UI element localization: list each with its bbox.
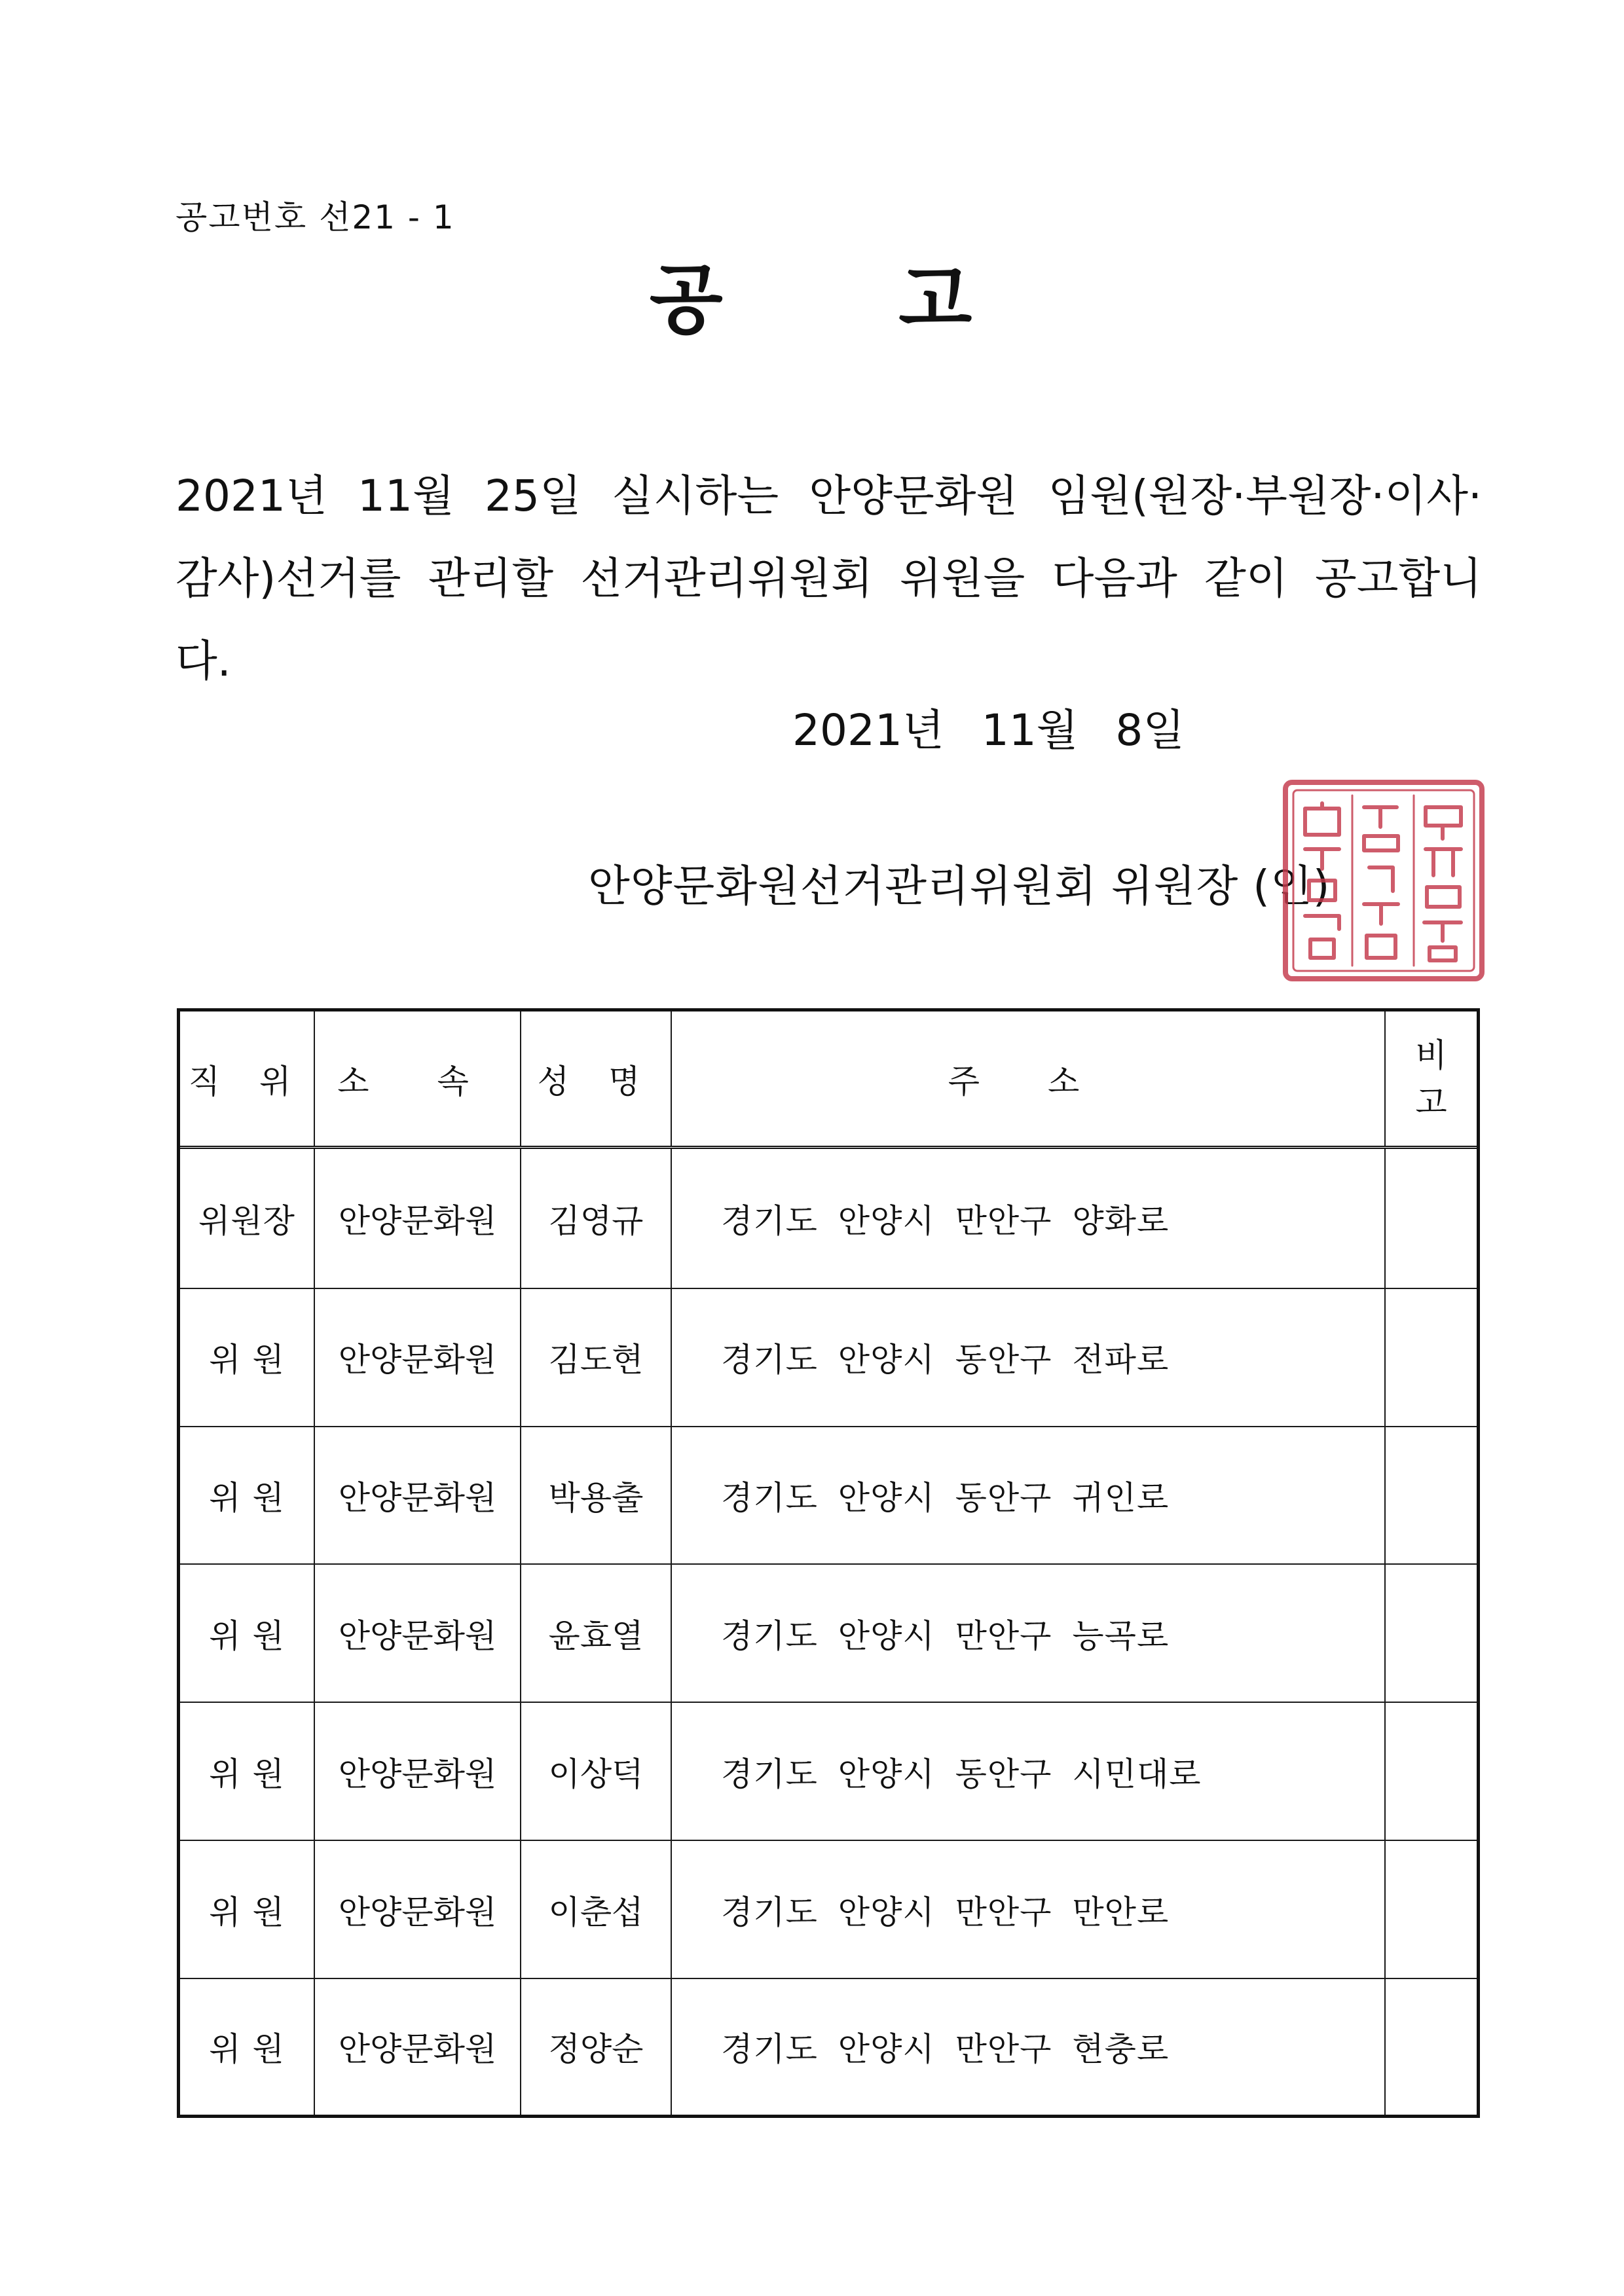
official-seal-stamp [1279, 776, 1488, 985]
cell-note [1385, 1148, 1477, 1288]
notice-number: 공고번호 선21 - 1 [175, 198, 455, 236]
cell-address: 경기도 안양시 만안구 양화로 [671, 1148, 1385, 1288]
table-row [180, 1840, 1477, 1978]
cell-position: 위원장 [180, 1148, 314, 1288]
cell-address: 경기도 안양시 동안구 시민대로 [671, 1702, 1385, 1840]
cell-address: 경기도 안양시 만안구 만안로 [671, 1840, 1385, 1978]
cell-affiliation: 안양문화원 [314, 1702, 521, 1840]
header-affiliation: 소 속 [314, 1011, 521, 1148]
cell-position: 위 원 [180, 1564, 314, 1702]
cell-note [1385, 1840, 1477, 1978]
notice-date: 2021년 11월 8일 [792, 705, 1185, 756]
header-note-line1: 비 [1415, 1036, 1447, 1074]
header-position: 직 위 [180, 1011, 314, 1148]
table-row [180, 1564, 1477, 1702]
cell-address: 경기도 안양시 동안구 귀인로 [671, 1427, 1385, 1565]
cell-name: 박용출 [521, 1427, 671, 1565]
cell-name: 김도현 [521, 1288, 671, 1427]
cell-note [1385, 1427, 1477, 1565]
table-row [180, 1427, 1477, 1565]
cell-name: 윤효열 [521, 1564, 671, 1702]
cell-position: 위 원 [180, 1840, 314, 1978]
header-name: 성 명 [521, 1011, 671, 1148]
table-row [180, 1288, 1477, 1427]
cell-affiliation: 안양문화원 [314, 1427, 521, 1565]
cell-name: 김영규 [521, 1148, 671, 1288]
cell-affiliation: 안양문화원 [314, 1840, 521, 1978]
cell-affiliation: 안양문화원 [314, 1978, 521, 2115]
cell-affiliation: 안양문화원 [314, 1148, 521, 1288]
cell-name: 이상덕 [521, 1702, 671, 1840]
header-address: 주 소 [671, 1011, 1385, 1148]
cell-note [1385, 1702, 1477, 1840]
cell-position: 위 원 [180, 1702, 314, 1840]
table-row [180, 1978, 1477, 2115]
header-note-line2: 고 [1415, 1083, 1447, 1121]
cell-position: 위 원 [180, 1978, 314, 2115]
table-row [180, 1148, 1477, 1288]
cell-position: 위 원 [180, 1288, 314, 1427]
cell-name: 정양순 [521, 1978, 671, 2115]
cell-position: 위 원 [180, 1427, 314, 1565]
header-note [1385, 1011, 1477, 1148]
cell-address: 경기도 안양시 만안구 현충로 [671, 1978, 1385, 2115]
cell-address: 경기도 안양시 동안구 전파로 [671, 1288, 1385, 1427]
cell-affiliation: 안양문화원 [314, 1288, 521, 1427]
document-title: 공 고 [649, 256, 975, 344]
table-header-row [180, 1011, 1477, 1148]
cell-address: 경기도 안양시 만안구 능곡로 [671, 1564, 1385, 1702]
issuer-signature: 안양문화원선거관리위원회 위원장 (인) [588, 861, 1331, 911]
notice-body: 2021년 11월 25일 실시하는 안양문화원 임원(원장·부원장·이사·감사)선거를 관리할 선거관리위원회 위원을 다음과 같이 공고합니다. [175, 471, 1482, 686]
cell-note [1385, 1288, 1477, 1427]
cell-name: 이춘섭 [521, 1840, 671, 1978]
table-row [180, 1702, 1477, 1840]
committee-members-table [177, 1008, 1480, 2118]
cell-note [1385, 1978, 1477, 2115]
cell-affiliation: 안양문화원 [314, 1564, 521, 1702]
cell-note [1385, 1564, 1477, 1702]
